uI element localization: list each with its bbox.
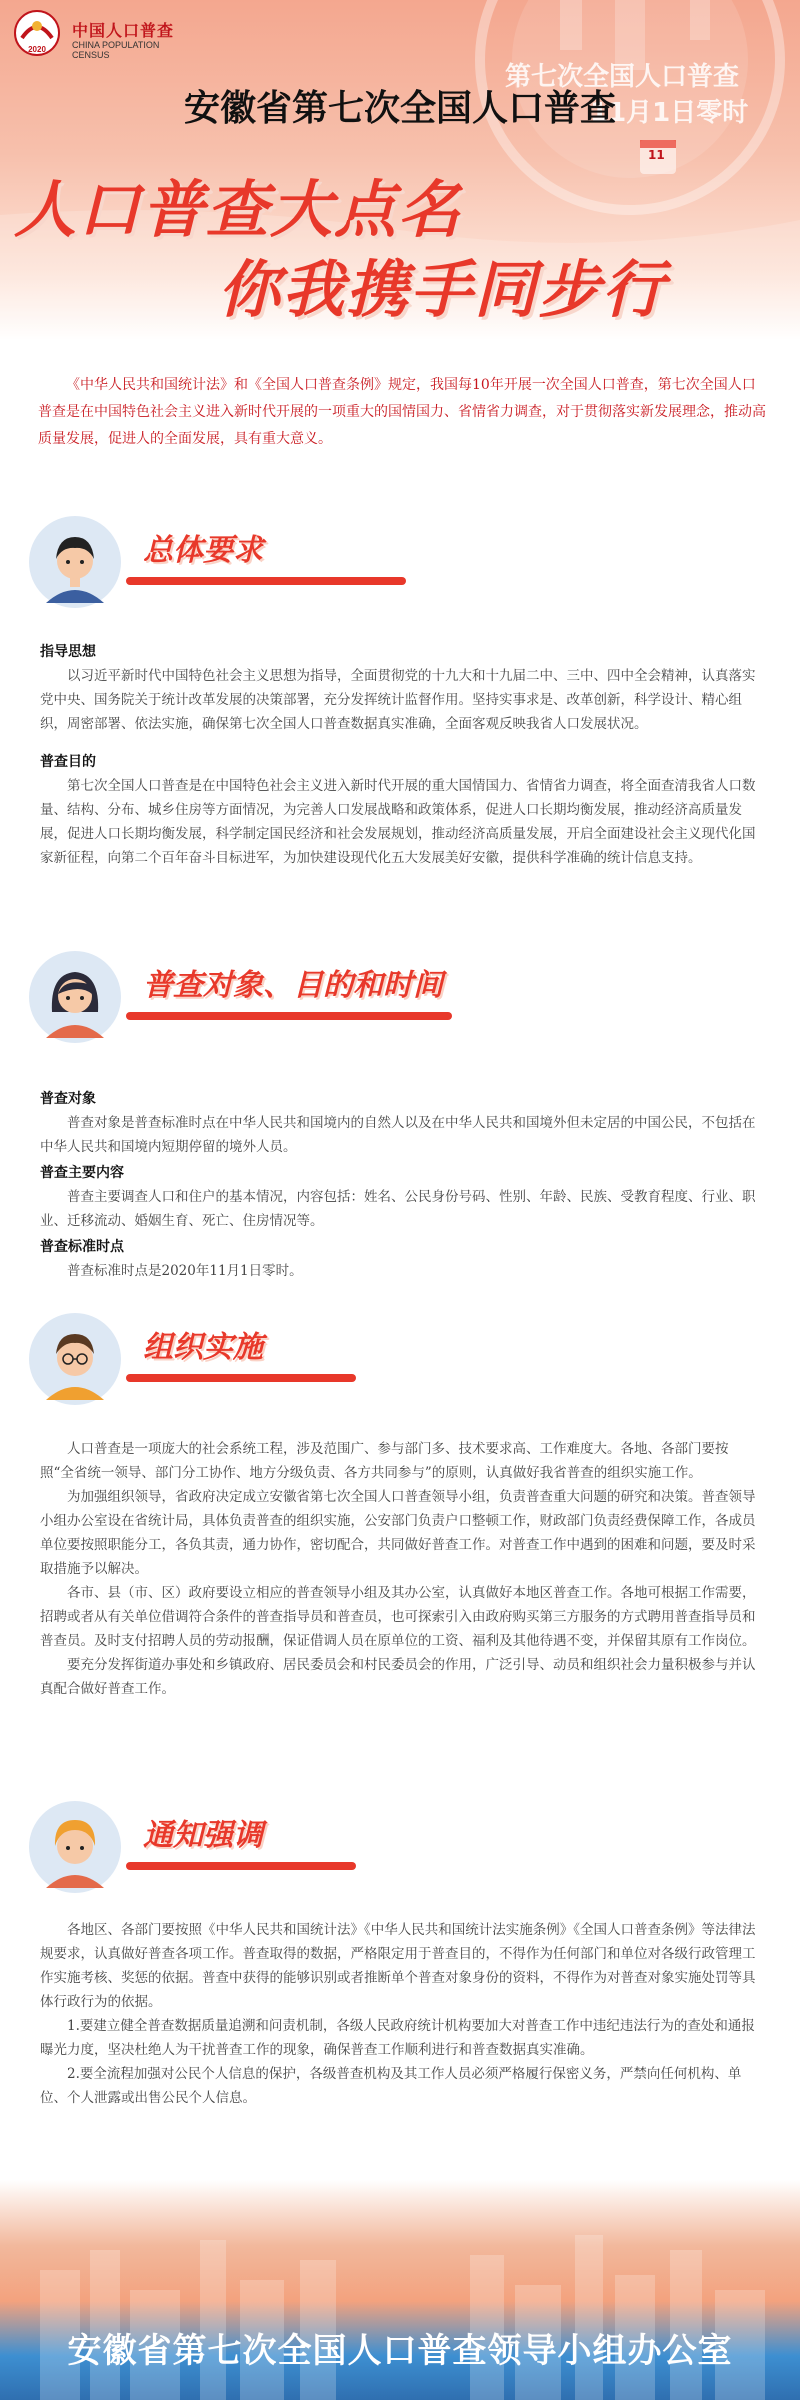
section-underline <box>126 1862 356 1870</box>
section-title: 通知强调 <box>143 1818 263 1853</box>
item-text: 普查标准时点是2020年11月1日零时。 <box>67 1263 303 1279</box>
woman-avatar-icon <box>28 950 123 1045</box>
section-underline <box>126 577 406 585</box>
paragraph: 2.要全流程加强对公民个人信息的保护，各级普查机构及其工作人员必须严格履行保密义务，严禁向任何机构、单位、个人泄露或出售公民个人信息。 <box>40 2066 742 2106</box>
man-avatar-icon <box>28 515 123 610</box>
section-body-scope <box>40 1085 762 1283</box>
section-underline <box>126 1374 356 1382</box>
section-header-scope <box>28 950 458 1045</box>
census-emblem-icon <box>8 8 66 58</box>
slogan-line-1: 人口普查大点名 <box>14 173 463 246</box>
item-label: 普查主要内容 <box>40 1165 124 1181</box>
hero-banner <box>0 0 800 340</box>
logo-subtitle: CHINA POPULATION CENSUS <box>72 40 160 60</box>
boy-avatar-icon <box>28 1800 123 1895</box>
footer-title: 安徽省第七次全国人口普查领导小组办公室 <box>67 2331 733 2371</box>
logo-title: 中国人口普查 <box>72 21 175 40</box>
footer-banner <box>0 2180 800 2400</box>
section-header-organization <box>28 1312 458 1407</box>
svg-text:2020: 2020 <box>28 45 46 54</box>
paragraph: 各市、县（市、区）政府要设立相应的普查领导小组及其办公室，认真做好本地区普查工作。各地可根据工作需要，招聘或者从有关单位借调符合条件的普查指导员和普查员，也可探索引入由政府购买第三方服务的方式聘用普查指导员和普查员。及时支付招聘人员的劳动报酬，保证借调人员在原单位的工资、福利及其他待遇不变，并保留其原有工作岗位。 <box>40 1585 756 1649</box>
section-body-organization <box>40 1437 762 1701</box>
item-label: 普查对象 <box>40 1091 96 1107</box>
item-label: 普查目的 <box>40 754 96 770</box>
banner-title: 安徽省第七次全国人口普查 <box>183 87 616 129</box>
section-underline <box>126 1012 452 1020</box>
section-header-general <box>28 515 458 610</box>
census-stamp-line1: 第七次全国人口普查 <box>505 62 740 92</box>
paragraph: 各地区、各部门要按照《中华人民共和国统计法》《中华人民共和国统计法实施条例》《全国人口普查条例》等法律法规要求，认真做好普查各项工作。普查取得的数据，严格限定用于普查目的，不得作为任何部门和单位对各级行政管理工作实施考核、奖惩的依据。普查中获得的能够识别或者推断单个普查对象身份的资料，不得作为对普查对象实施处罚等具体行政行为的依据。 <box>40 1922 756 2010</box>
item-label: 指导思想 <box>40 644 96 660</box>
section-title: 普查对象、目的和时间 <box>143 968 443 1003</box>
census-logo <box>8 8 198 58</box>
paragraph: 要充分发挥街道办事处和乡镇政府、居民委员会和村民委员会的作用，广泛引导、动员和组织社会力量积极参与并认真配合做好普查工作。 <box>40 1657 756 1697</box>
calendar-digit: 11 <box>648 148 665 162</box>
paragraph: 为加强组织领导，省政府决定成立安徽省第七次全国人口普查领导小组，负责普查重大问题的研究和决策。普查领导小组办公室设在省统计局，具体负责普查的组织实施，公安部门负责户口整顿工作，财政部门负责经费保障工作，各成员单位要按照职能分工，各负其责，通力协作，密切配合，共同做好普查工作。对普查工作中遇到的困难和问题，要及时采取措施予以解决。 <box>40 1489 756 1577</box>
paragraph: 1.要建立健全普查数据质量追溯和问责机制，各级人民政府统计机构要加大对普查工作中违纪违法行为的查处和通报曝光力度，坚决杜绝人为干扰普查工作的现象，确保普查工作顺利进行和普查数据真实准确。 <box>40 2018 755 2058</box>
paragraph: 人口普查是一项庞大的社会系统工程，涉及范围广、参与部门多、技术要求高、工作难度大。各地、各部门要按照“全省统一领导、部门分工协作、地方分级负责、各方共同参与”的原则，认真做好我省普查的组织实施工作。 <box>40 1441 729 1481</box>
item-text: 以习近平新时代中国特色社会主义思想为指导，全面贯彻党的十九大和十九届二中、三中、四中全会精神，认真落实党中央、国务院关于统计改革发展的决策部署，充分发挥统计监督作用。坚持实事求是、改革创新，科学设计、精心组织，周密部署、依法实施，确保第七次全国人口普查数据真实准确，全面客观反映我省人口发展状况。 <box>40 668 756 732</box>
section-header-notice <box>28 1800 458 1895</box>
item-text: 普查主要调查人口和住户的基本情况，内容包括：姓名、公民身份号码、性别、年龄、民族、受教育程度、行业、职业、迁移流动、婚姻生育、死亡、住房情况等。 <box>40 1189 756 1229</box>
slogan-line-2: 你我携手同步行 <box>218 253 667 326</box>
glasses-man-avatar-icon <box>28 1312 123 1407</box>
section-title: 总体要求 <box>143 533 263 568</box>
item-label: 普查标准时点 <box>40 1239 124 1255</box>
section-body-notice <box>40 1918 762 2110</box>
item-text: 第七次全国人口普查是在中国特色社会主义进入新时代开展的重大国情国力、省情省力调查，将全面查清我省人口数量、结构、分布、城乡住房等方面情况，为完善人口发展战略和政策体系，促进人口长期均衡发展，推动经济高质量发展，促进人口长期均衡发展，科学制定国民经济和社会发展规划，推动经济高质量发展，开启全面建设社会主义现代化国家新征程，向第二个百年奋斗目标进军，为加快建设现代化五大发展美好安徽，提供科学准确的统计信息支持。 <box>40 778 756 866</box>
section-title: 组织实施 <box>143 1330 263 1365</box>
section-body-general <box>40 638 762 870</box>
item-text: 普查对象是普查标准时点在中华人民共和国境内的自然人以及在中华人民共和国境外但未定居的中国公民，不包括在中华人民共和国境内短期停留的境外人员。 <box>40 1115 756 1155</box>
intro-paragraph: 《中华人民共和国统计法》和《全国人口普查条例》规定，我国每10年开展一次全国人口普查，第七次全国人口普查是在中国特色社会主义进入新时代开展的一项重大的国情国力、省情省力调查，对于贯彻落实新发展理念，推动高质量发展，促进人的全面发展，具有重大意义。 <box>38 377 766 447</box>
census-stamp-line2: 11月1日零时 <box>590 98 749 128</box>
